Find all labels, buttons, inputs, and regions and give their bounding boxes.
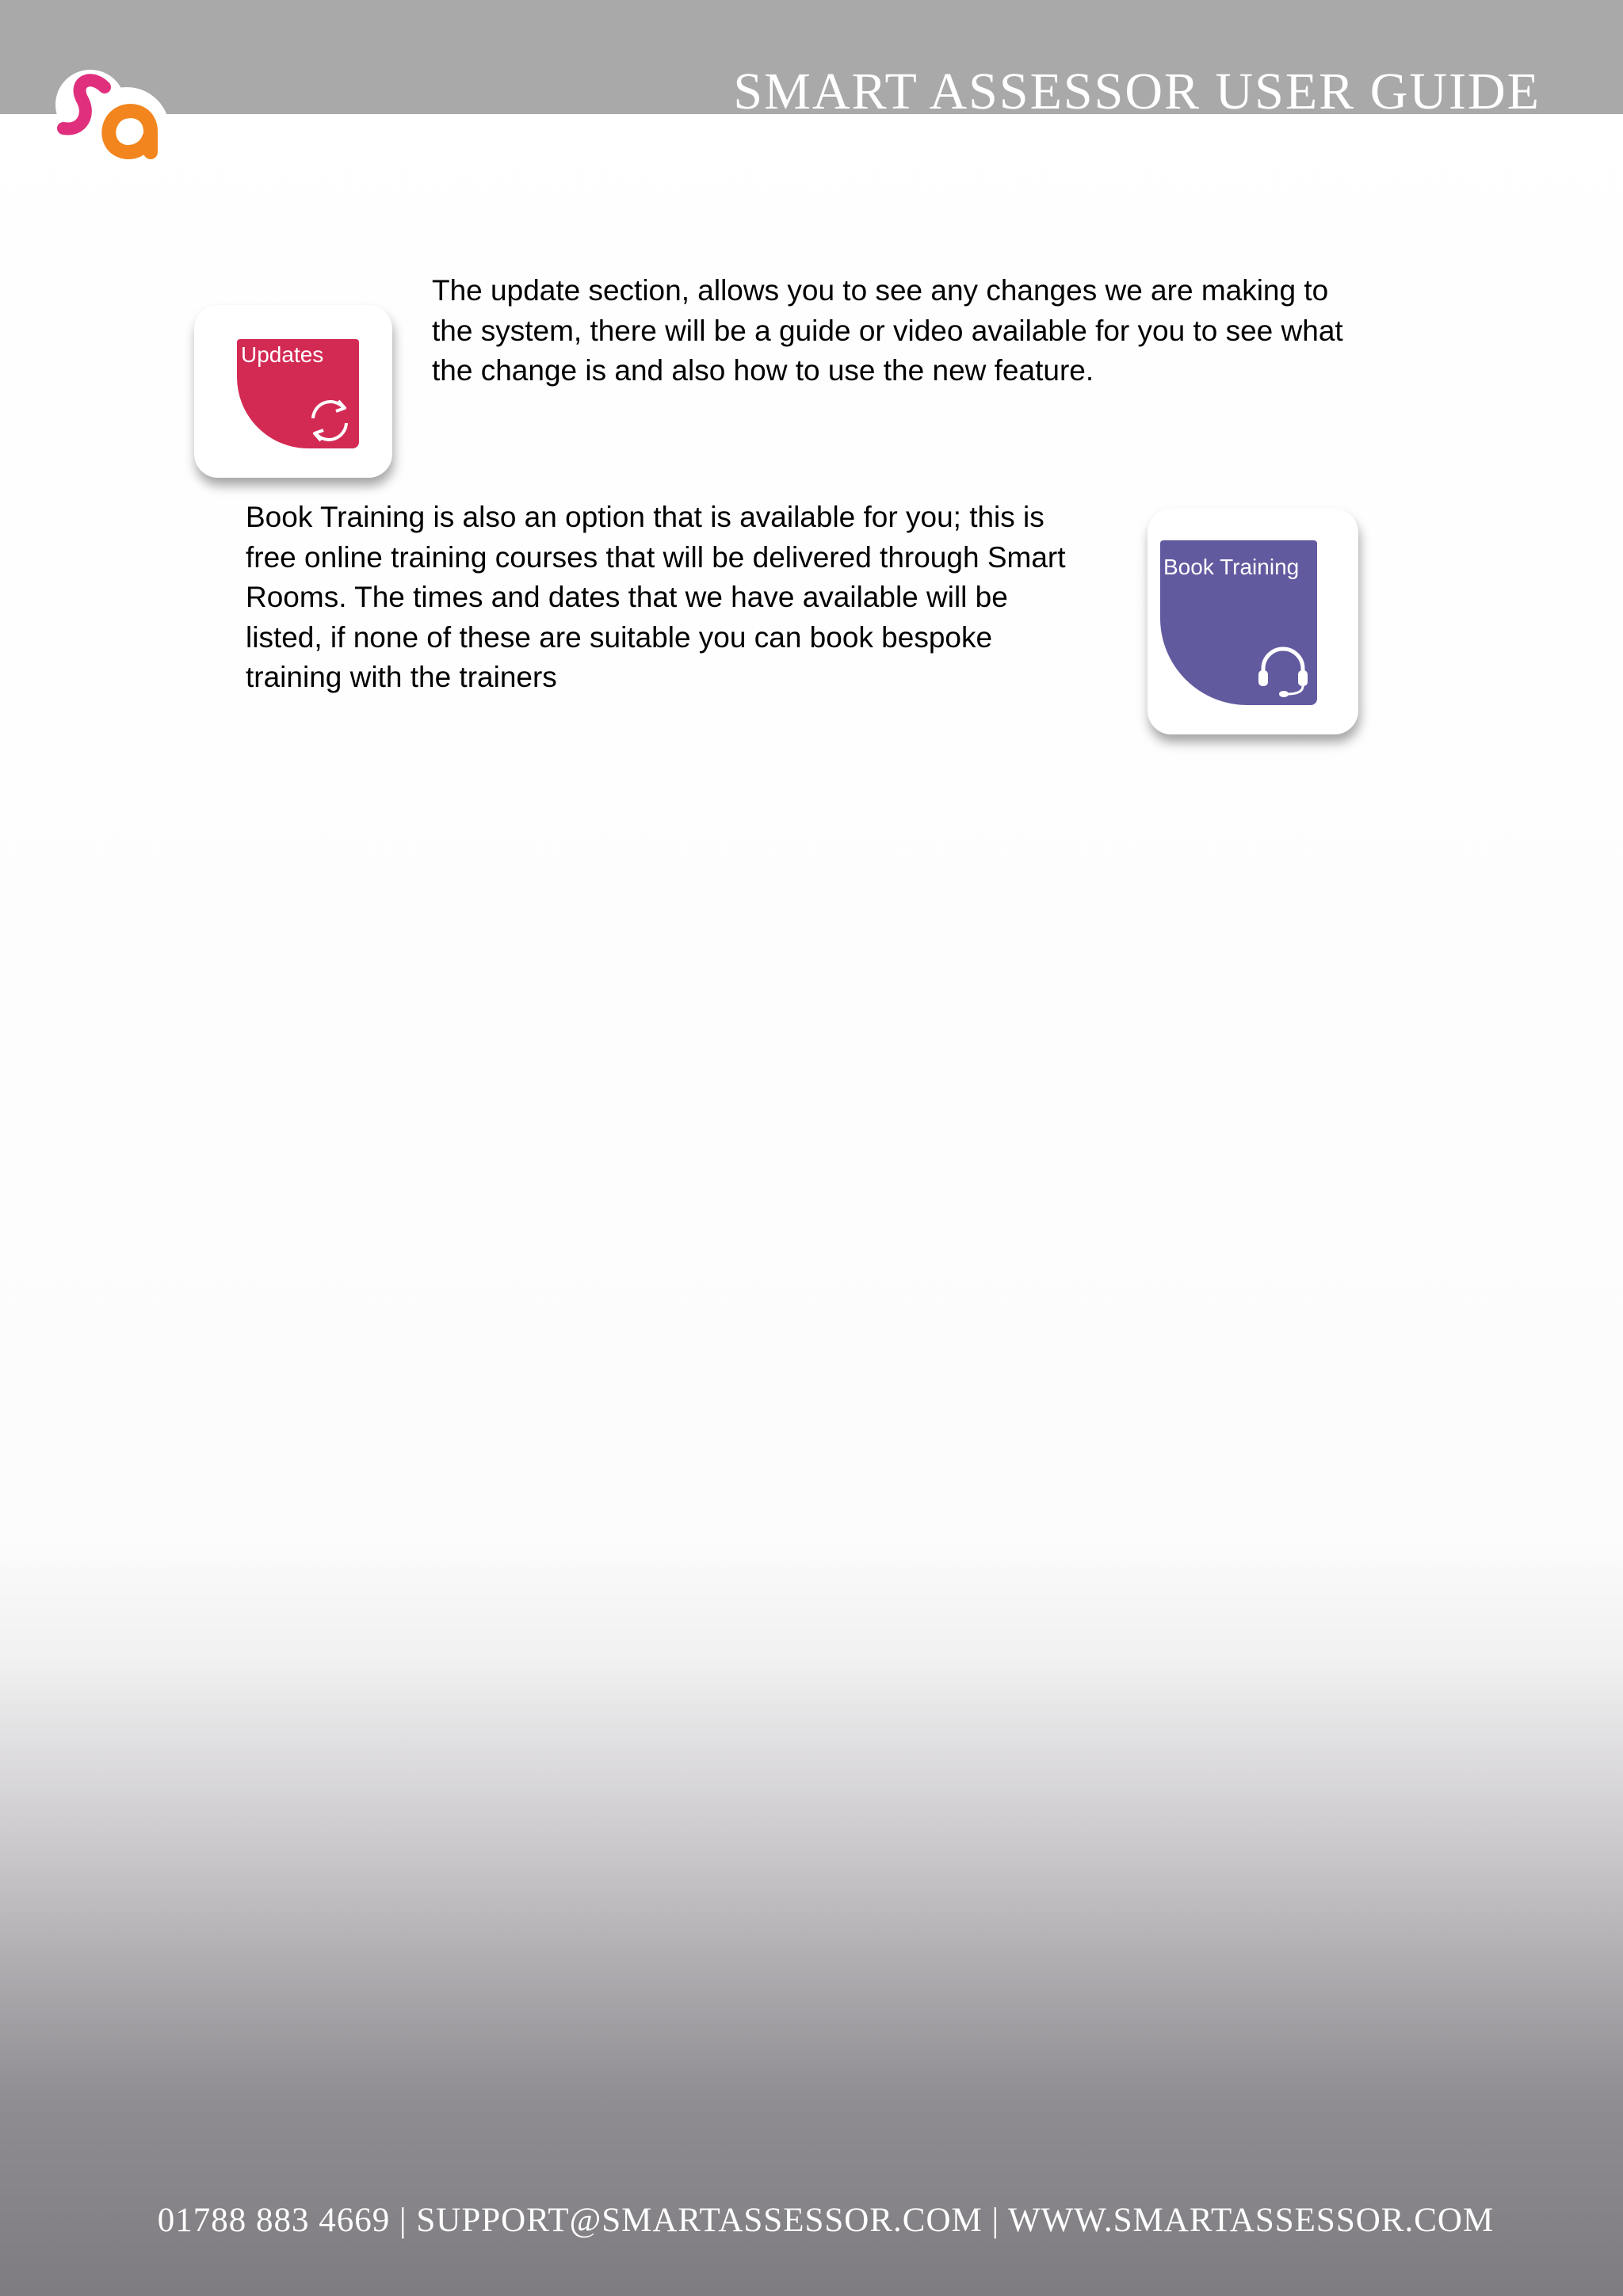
training-description-line: listed, if none of these are suitable you can book bespoke — [246, 620, 993, 654]
book-training-tile[interactable] — [1160, 540, 1317, 705]
refresh-icon — [304, 395, 356, 447]
training-description-line: training with the trainers — [246, 661, 557, 693]
training-description-line: free online training courses that will be delivered through Smart — [246, 540, 1066, 574]
footer-contact: 01788 883 4669 | SUPPORT@SMARTASSESSOR.COM | WWW.SMARTASSESSOR.COM — [157, 2202, 1495, 2239]
training-description-line: Book Training is also an option that is available for you; this is — [246, 501, 1044, 533]
updates-description-line: The update section, allows you to see any changes we are making to — [432, 274, 1329, 307]
book-training-tile-card[interactable] — [1148, 509, 1358, 734]
training-description-line: Rooms. The times and dates that we have available will be — [246, 581, 1008, 613]
updates-description-line: the system, there will be a guide or video available for you to see what — [432, 314, 1343, 347]
updates-tile-label: Updates — [241, 342, 324, 367]
headset-icon — [1255, 640, 1311, 697]
book-training-tile-label: Book Training — [1163, 555, 1300, 579]
training-description — [246, 498, 1066, 698]
updates-tile-card[interactable] — [194, 305, 392, 478]
updates-tile[interactable] — [237, 339, 359, 448]
updates-description — [432, 271, 1343, 391]
smart-assessor-logo — [49, 65, 176, 176]
page-header-title: SMART ASSESSOR USER GUIDE — [733, 63, 1541, 120]
updates-description-line: the change is and also how to use the new feature. — [432, 354, 1094, 387]
